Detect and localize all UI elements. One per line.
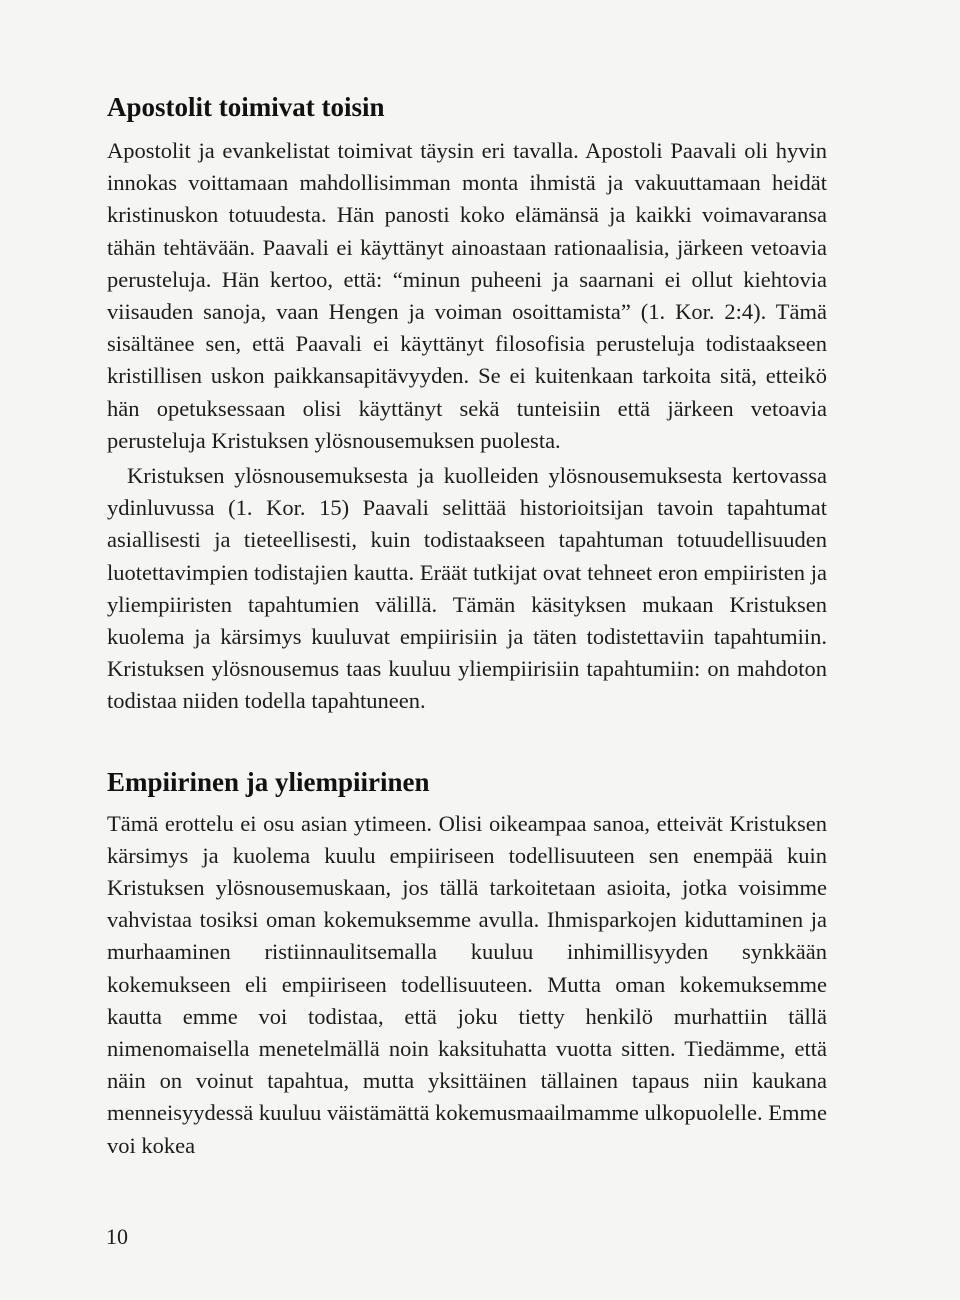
body-paragraph: Kristuksen ylösnousemuksesta ja kuolleiden ylösnousemuksesta kertovassa ydinluvussa (1. Kor. 15) Paavali selittää historioitsijan tavoin tapahtumat asiallisesti ja tieteellisesti, kuin todistaakseen tapahtuman totuudellisuuden luotettavimpien todistajien kautta. Eräät tutkijat ovat tehneet eron empiiristen ja yliempiiristen tapahtumien välillä. Tämän käsityksen mukaan Kristuksen kuolema ja kärsimys kuuluvat empiirisiin ja täten todistettaviin tapahtumiin. Kristuksen ylösnousemus taas kuuluu yliempiirisiin tapahtumiin: on mahdoton todistaa niiden todella tapahtuneen. <box>107 463 827 714</box>
body-paragraph: Apostolit ja evankelistat toimivat täysin eri tavalla. Apostoli Paavali oli hyvin innokas voittamaan mahdollisimman monta ihmistä ja vakuuttamaan heidät kristinuskon totuudesta. Hän panosti koko elämänsä ja kaikki voimavaransa tähän tehtävään. Paavali ei käyttänyt ainoastaan rationaalisia, järkeen vetoavia perusteluja. Hän kertoo, että: “minun puheeni ja saarnani ei ollut kiehtovia viisauden sanoja, vaan Hengen ja voiman osoittamista” (1. Kor. 2:4). Tämä sisältänee sen, että Paavali ei käyttänyt filosofisia perusteluja todistaakseen kristillisen uskon paikkansapitävyyden. Se ei kuitenkaan tarkoita sitä, etteikö hän opetuksessaan olisi käyttänyt sekä tunteisiin että järkeen vetoavia perusteluja Kristuksen ylösnousemuksen puolesta. <box>107 138 827 453</box>
page-content <box>107 82 827 1162</box>
body-paragraph: Tämä erottelu ei osu asian ytimeen. Olisi oikeampaa sanoa, etteivät Kristuksen kärsimys ja kuolema kuulu empiiriseen todellisuuteen sen enempää kuin Kristuksen ylösnousemuskaan, jos tällä tarkoitetaan asioita, jotka voisimme vahvistaa tosiksi oman kokemuksemme avulla. Ihmisparkojen kiduttaminen ja murhaaminen ristiinnaulitsemalla kuuluu inhimillisyyden synkkään kokemukseen eli empiiriseen todellisuuteen. Mutta oman kokemuksemme kautta emme voi todistaa, että joku tietty henkilö murhattiin tällä nimenomaisella menetelmällä noin kaksituhatta vuotta sitten. Tiedämme, että näin on voinut tapahtua, mutta yksittäinen tällainen tapaus niin kaukana menneisyydessä kuuluu väistämättä kokemusmaailmamme ulkopuolelle. Emme voi kokea <box>107 810 827 1158</box>
section-heading: Empiirinen ja yliempiirinen <box>107 766 430 797</box>
section-heading: Apostolit toimivat toisin <box>107 92 385 122</box>
page-number: 10 <box>106 1224 128 1249</box>
